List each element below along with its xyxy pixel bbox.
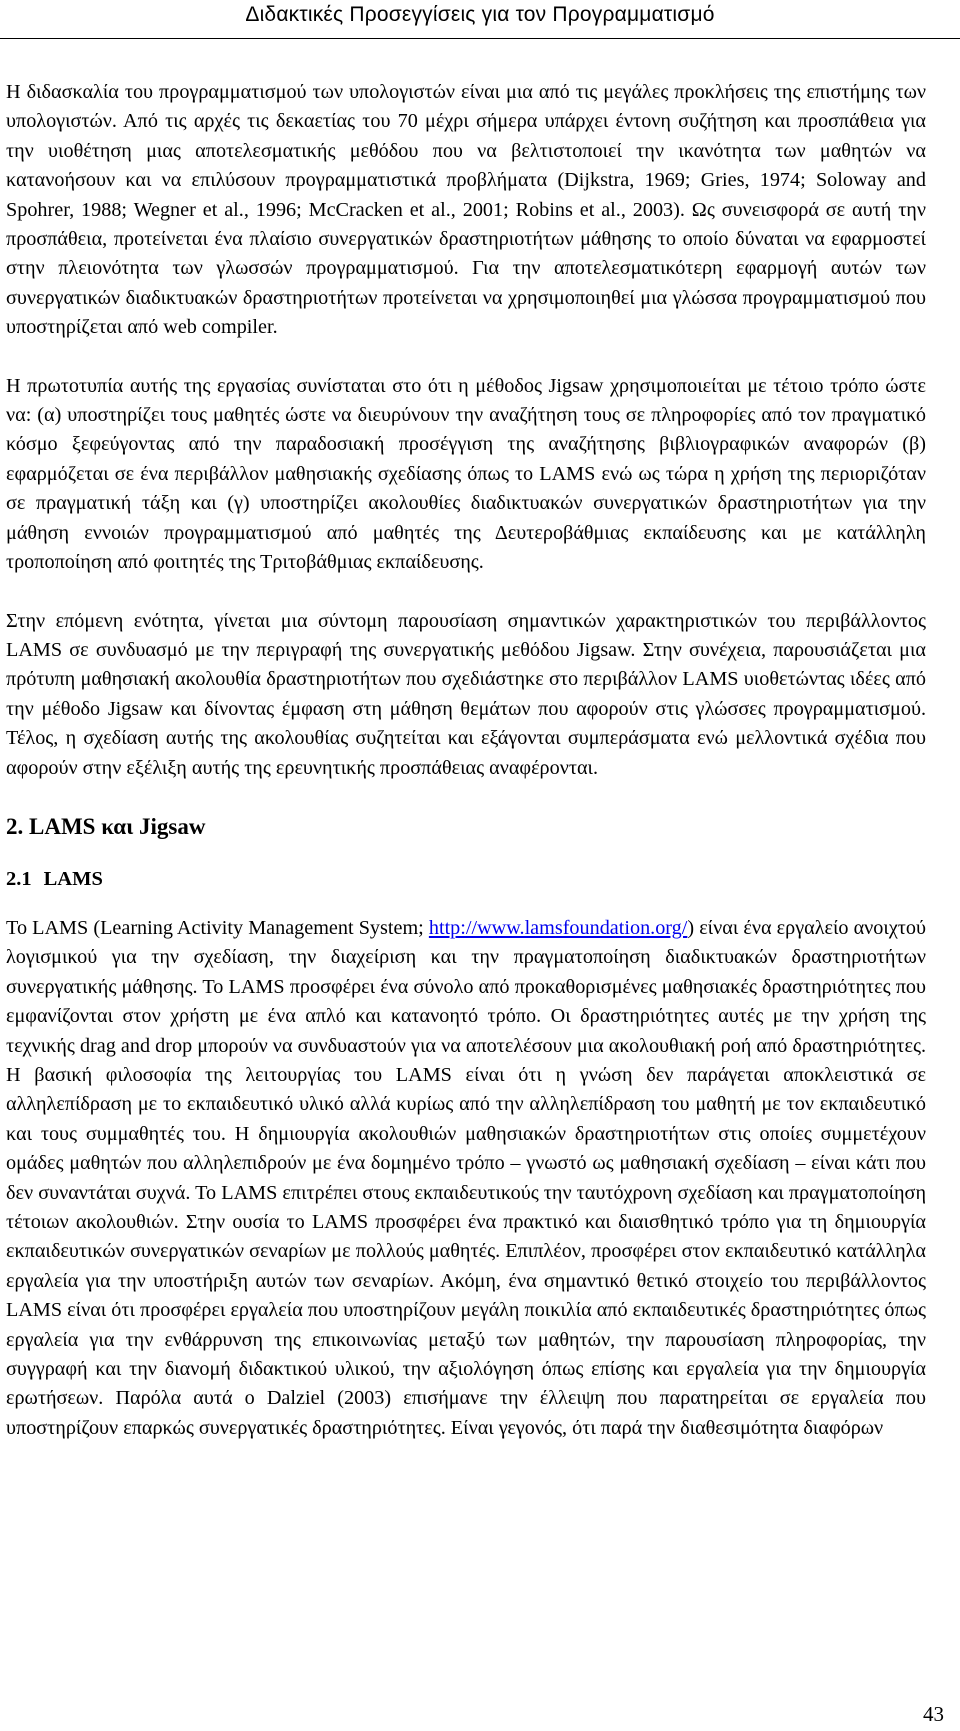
subsection-number: 2.1: [6, 867, 32, 890]
lams-paragraph-lead: Το LAMS (Learning Activity Management System;: [6, 916, 429, 939]
lams-paragraph-body: ) είναι ένα εργαλείο ανοιχτού λογισμικού για την σχεδίαση, την διαχείριση και την πραγματοποίηση διαδικτυακών δραστηριοτήτων συνεργατικής μάθησης. Το LAMS προσφέρει ένα σύνολο από προκαθορισμένες μαθησιακές δραστηριότητες που εμφανίζονται στον χρήστη με ένα απλό και κατανοητό τρόπο. Οι δραστηριότητες αυτές με την χρήση της τεχνικής drag and drop μπορούν να συνδυαστούν για να αποτελέσουν μια ακολουθιακή ροή από δραστηριότητες. Η βασική φιλοσοφία της λειτουργίας του LAMS είναι ότι η γνώση δεν παράγεται αποκλειστικά σε αλληλεπίδραση με το εκπαιδευτικό υλικό αλλά κυρίως από την αλληλεπίδραση του μαθητή με τον εκπαιδευτικό και τους συμμαθητές του. Η δημιουργία ακολουθιών μαθησιακών δραστηριοτήτων στις οποίες συμμετέχουν ομάδες μαθητών που αλληλεπιδρούν με ένα δομημένο τρόπο – γνωστό ως μαθησιακή σχεδίαση – είναι κάτι που δεν συναντάται συχνά. Το LAMS επιτρέπει στους εκπαιδευτικούς την ταυτόχρονη σχεδίαση και πραγματοποίηση τέτοιων ακολουθιών. Στην ουσία το LAMS προσφέρει ένα πρακτικό και διαισθητικό τρόπο για τη δημιουργία εκπαιδευτικών συνεργατικών σεναρίων με πολλούς μαθητές. Επιπλέον, προσφέρει στον εκπαιδευτικό κατάλληλα εργαλεία για την υποστήριξη αυτών των σεναρίων. Ακόμη, ένα σημαντικό θετικό στοιχείο του περιβάλλοντος LAMS είναι ότι προσφέρει εργαλεία που υποστηρίζουν μεγάλη ποικιλία από εκπαιδευτικές δραστηριότητες όπως εργαλεία για την ενθάρρυνση της επικοινωνίας μεταξύ των μαθητών, την παρουσίαση πληροφορίας, την συγγραφή και την διανομή διδακτικού υλικού, την αξιολόγηση όπως επίσης και εργαλεία για την δημιουργία ερωτήσεων. Παρόλα αυτά ο Dalziel (2003) επισήμανε την έλλειψη που παρατηρείται σε εργαλεία που υποστηρίζουν επαρκώς συνεργατικές δραστηριότητες. Είναι γεγονός, ότι παρά την διαθεσιμότητα διαφόρων: [6, 916, 926, 1439]
subsection-heading: [6, 864, 926, 894]
subsection-title: LAMS: [43, 867, 103, 890]
lams-paragraph: [6, 914, 926, 1443]
outline-paragraph: Στην επόμενη ενότητα, γίνεται μια σύντομη παρουσίαση σημαντικών χαρακτηριστικών του περιβάλλοντος LAMS σε συνδυασμό με την περιγραφή της συνεργατικής μεθόδου Jigsaw. Στην συνέχεια, παρουσιάζεται μια πρότυπη μαθησιακή ακολουθία δραστηριοτήτων που σχεδιάστηκε στο περιβάλλον LAMS υιοθετώντας ιδέες από την μέθοδο Jigsaw και δίνοντας έμφαση στη μάθηση θεμάτων που αφορούν στις γλώσσες προγραμματισμού. Τέλος, η σχεδίαση αυτής της ακολουθίας συζητείται και εξάγονται συμπεράσματα ενώ μελλοντικά σχέδια που αφορούν στην εξέλιξη αυτής της ερευνητικής προσπάθειας αναφέρονται.: [6, 609, 926, 779]
section-heading: 2. LAMS και Jigsaw: [6, 813, 206, 839]
running-header: Διδακτικές Προσεγγίσεις για τον Προγραμματισμό: [245, 3, 715, 26]
header-rule: [0, 38, 960, 39]
intro-paragraph: Η διδασκαλία του προγραμματισμού των υπολογιστών είναι μια από τις μεγάλες προκλήσεις της επιστήμης των υπολογιστών. Από τις αρχές τις δεκαετίας του 70 μέχρι σήμερα υπάρχει έντονη συζήτηση και προσπάθεια για την υιοθέτηση μιας αποτελεσματικής μεθόδου που να βελτιστοποιεί την ικανότητα των μαθητών να κατανοήσουν και να επιλύσουν προγραμματιστικά προβλήματα (Dijkstra, 1969; Gries, 1974; Soloway and Spohrer, 1988; Wegner et al., 1996; McCracken et al., 2001; Robins et al., 2003). Ως συνεισφορά σε αυτή την προσπάθεια, προτείνεται ένα πλαίσιο συνεργατικών δραστηριοτήτων μάθησης το οποίο δύναται να εφαρμοστεί στην πλειονότητα των γλωσσών προγραμματισμού. Για την αποτελεσματικότερη εφαρμογή αυτών των συνεργατικών διαδικτυακών δραστηριοτήτων προτείνεται να χρησιμοποιηθεί μια γλώσσα προγραμματισμού που υποστηρίζεται από web compiler.: [6, 81, 926, 339]
lams-foundation-link[interactable]: http://www.lamsfoundation.org/: [428, 916, 688, 939]
document-body: [6, 78, 926, 1443]
novelty-paragraph: Η πρωτοτυπία αυτής της εργασίας συνίσταται στο ότι η μέθοδος Jigsaw χρησιμοποιείται με τέτοιο τρόπο ώστε να: (α) υποστηρίζει τους μαθητές ώστε να διευρύνουν την αναζήτηση τους σε πληροφορίες από τον πραγματικό κόσμο ξεφεύγοντας από την παραδοσιακή προσέγγιση της αναζήτησης βιβλιογραφικών αναφορών (β) εφαρμόζεται σε ένα περιβάλλον μαθησιακής σχεδίασης όπως το LAMS ενώ ως τώρα η χρήση της περιοριζόταν σε πραγματική τάξη και (γ) υποστηρίζει ακολουθίες διαδικτυακών συνεργατικών δραστηριοτήτων για την μάθηση εννοιών προγραμματισμού από μαθητές της Δευτεροβάθμιας εκπαίδευσης και με κατάλληλη τροποποίηση από φοιτητές της Τριτοβάθμιας εκπαίδευσης.: [6, 374, 926, 574]
page-number: 43: [923, 1702, 944, 1726]
